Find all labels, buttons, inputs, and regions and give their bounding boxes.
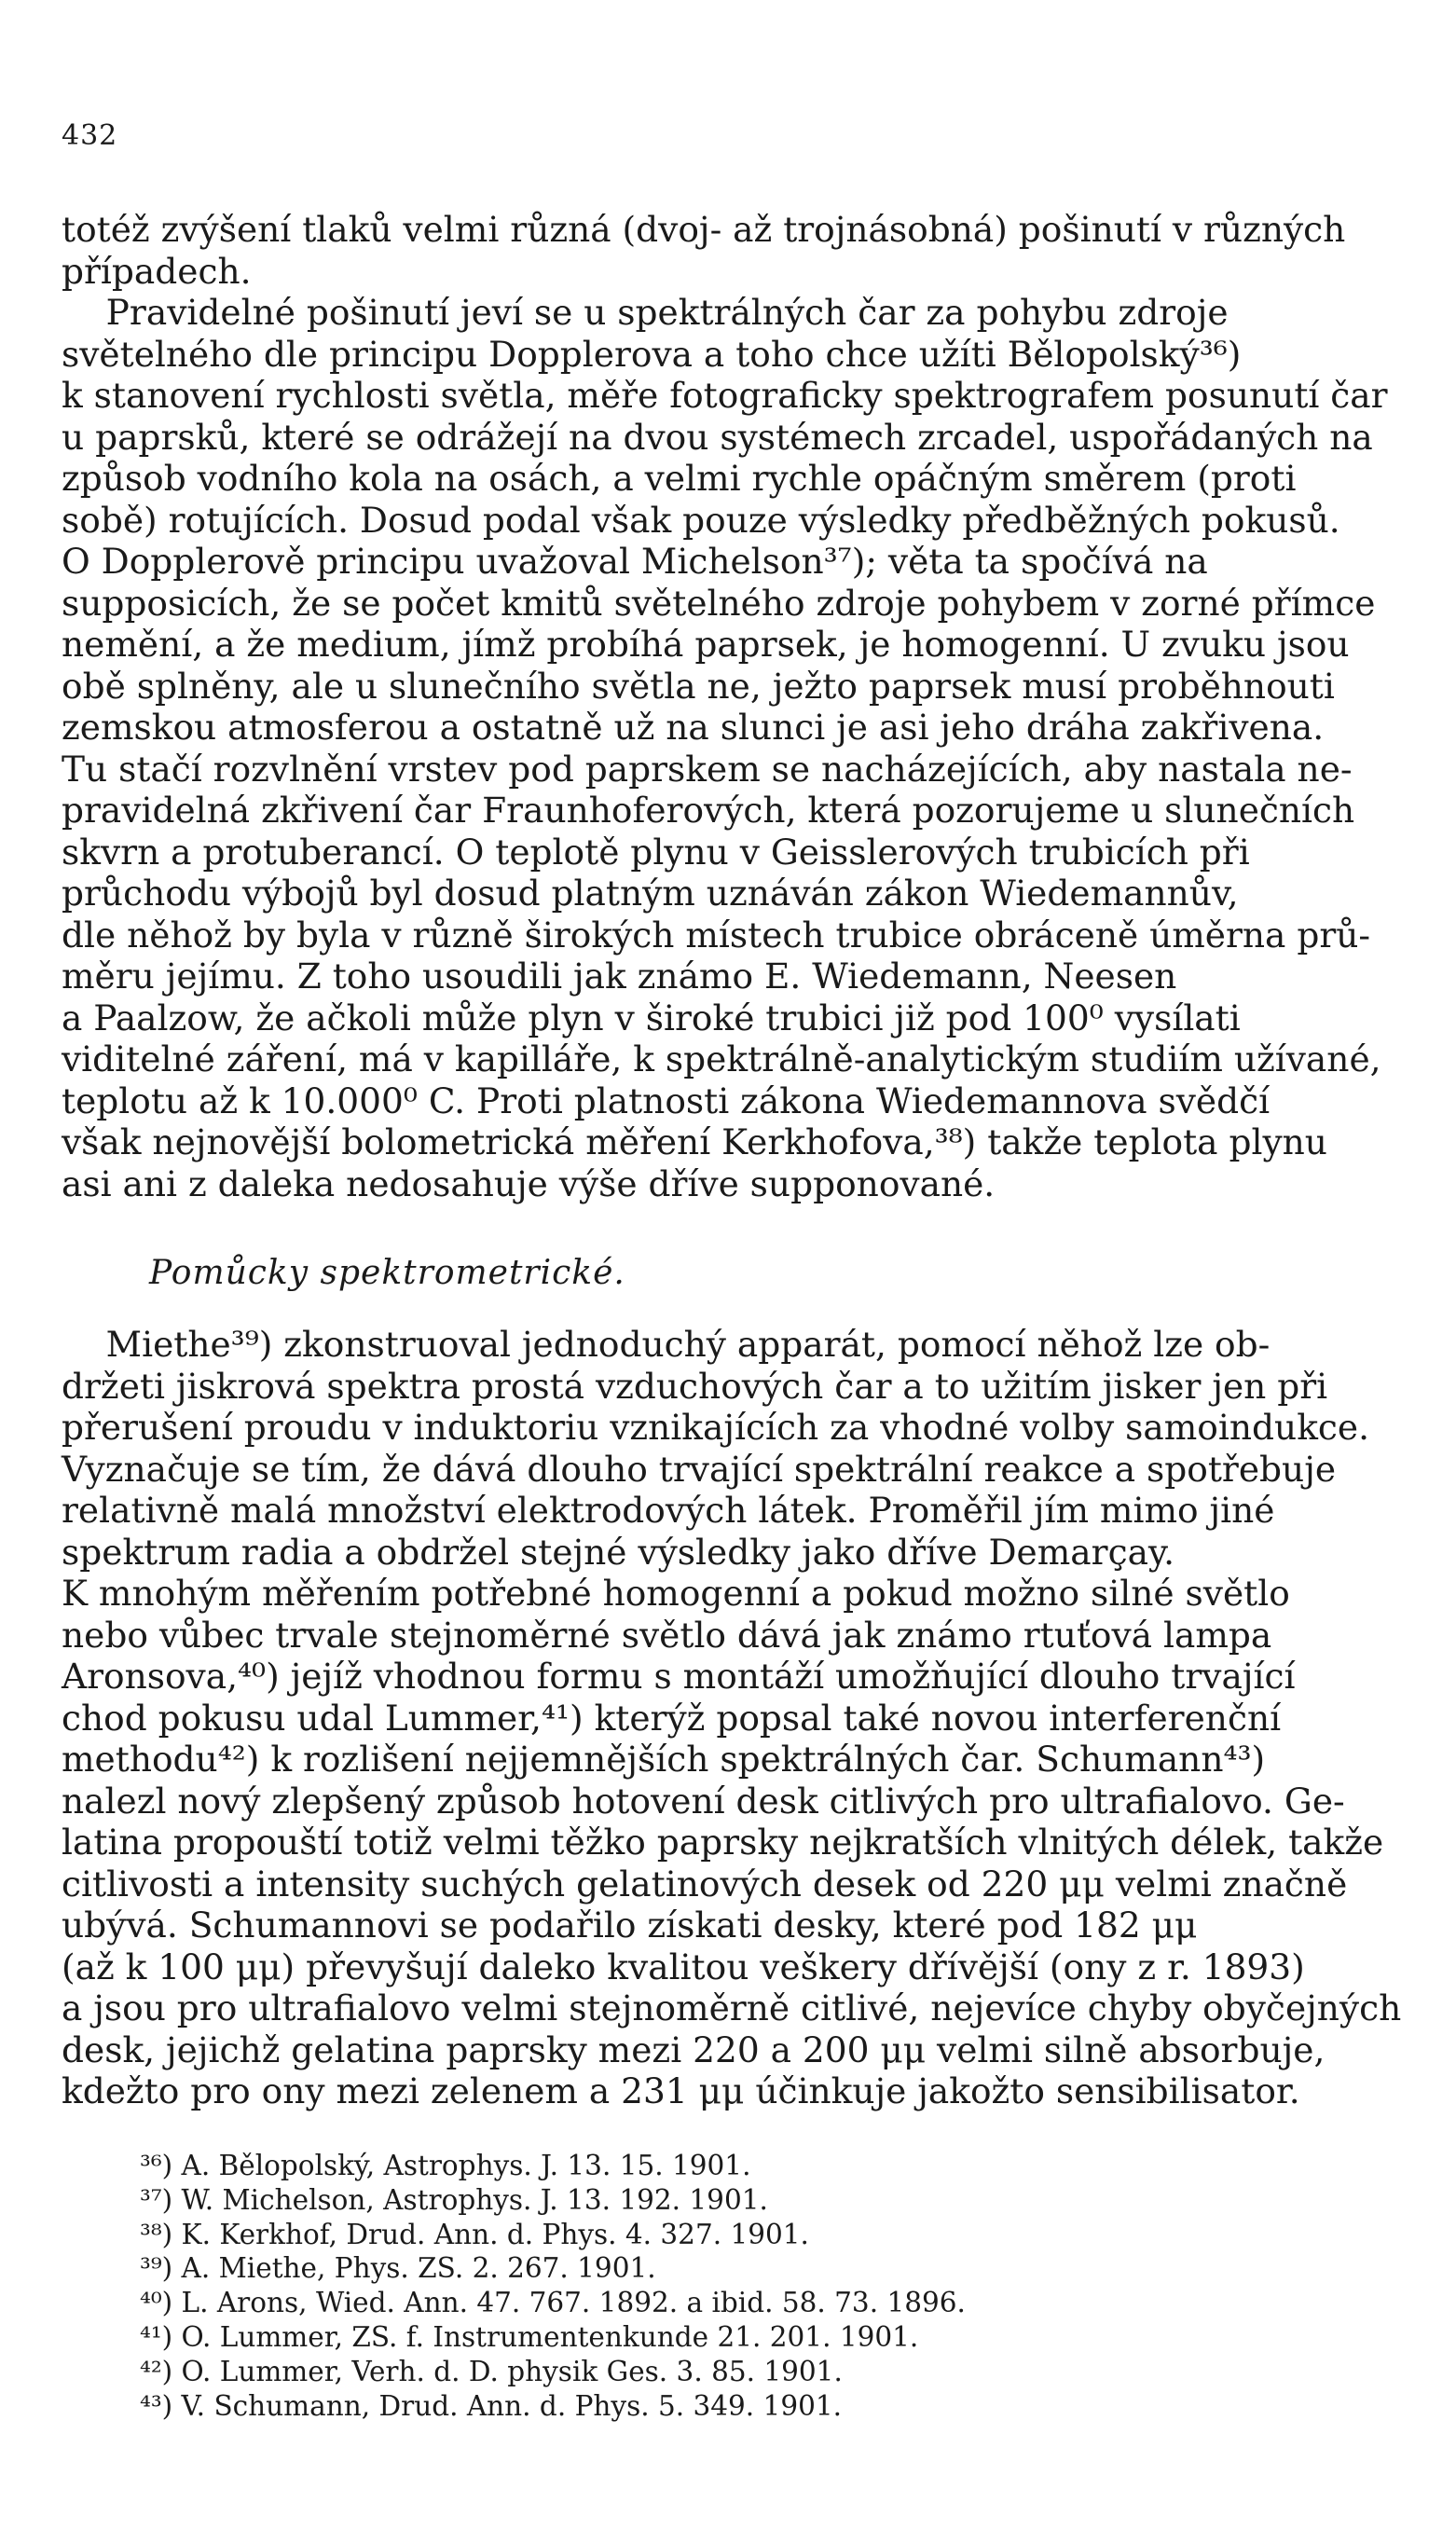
paragraph-instruments	[62, 1324, 1404, 2112]
text-line: Pravidelné pošinutí jeví se u spektrálných čar za pohybu zdroje	[62, 292, 1229, 333]
text-line: (až k 100 μμ) převyšují daleko kvalitou veškery dřívější (ony z r. 1893)	[62, 1946, 1305, 1987]
text-line: spektrum radia a obdržel stejné výsledky jako dříve Demarçay.	[62, 1531, 1175, 1573]
text-line: způsob vodního kola na osách, a velmi rychle opáčným směrem (proti	[62, 458, 1297, 499]
footnote-43: ⁴³) V. Schumann, Drud. Ann. d. Phys. 5. 349. 1901.	[140, 2389, 843, 2422]
text-line: případech.	[62, 250, 252, 292]
paragraph-doppler	[62, 209, 1404, 1204]
text-line: u paprsků, které se odrážejí na dvou systémech zrcadel, uspořádaných na	[62, 416, 1373, 458]
text-line: nemění, a že medium, jímž probíhá paprsek, je homogenní. U zvuku jsou	[62, 624, 1350, 665]
text-line: desk, jejichž gelatina paprsky mezi 220 a 200 μμ velmi silně absorbuje,	[62, 2028, 1326, 2070]
text-line: O Dopplerově principu uvažoval Michelson³⁷); věta ta spočívá na	[62, 541, 1208, 582]
text-line: chod pokusu udal Lummer,⁴¹) kterýž popsal také novou interferenční	[62, 1697, 1282, 1739]
text-line: světelného dle principu Dopplerova a toho chce užíti Bělopolský³⁶)	[62, 333, 1242, 375]
text-line: methodu⁴²) k rozlišení nejjemnějších spektrálných čar. Schumann⁴³)	[62, 1739, 1266, 1780]
text-line: ubývá. Schumannovi se podařilo získati desky, které pod 182 μμ	[62, 1905, 1198, 1946]
text-line: držeti jiskrová spektra prostá vzduchových čar a to užitím jisker jen při	[62, 1365, 1328, 1407]
text-line: teplotu až k 10.000⁰ C. Proti platnosti zákona Wiedemannova svědčí	[62, 1079, 1271, 1121]
text-line: zemskou atmosferou a ostatně už na slunci je asi jeho dráha zakřivena.	[62, 707, 1325, 748]
text-line: skvrn a protuberancí. O teplotě plynu v Geisslerových trubicích při	[62, 831, 1250, 873]
text-line: obě splněny, ale u slunečního světla ne, ježto paprsek musí proběhnouti	[62, 665, 1335, 707]
text-line: pravidelná zkřivení čar Fraunhoferových, která pozorujeme u slunečních	[62, 790, 1355, 831]
text-line: nebo vůbec trvale stejnoměrné světlo dává jak známo rtuťová lampa	[62, 1614, 1272, 1656]
section-heading: Pomůcky spektrometrické.	[149, 1254, 625, 1292]
text-line: kdežto pro ony mezi zelenem a 231 μμ účinkuje jakožto sensibilisator.	[62, 2070, 1300, 2111]
footnote-41: ⁴¹) O. Lummer, ZS. f. Instrumentenkunde 21. 201. 1901.	[140, 2320, 919, 2353]
text-line: viditelné záření, má v kapilláře, k spektrálně-analytickým studiím užívané,	[62, 1038, 1381, 1079]
footnotes	[140, 2149, 1258, 2423]
text-line: Vyznačuje se tím, že dává dlouho trvající spektrální reakce a spotřebuje	[62, 1448, 1337, 1490]
footnote-38: ³⁸) K. Kerkhof, Drud. Ann. d. Phys. 4. 327. 1901.	[140, 2218, 809, 2250]
footnote-36: ³⁶) A. Bělopolský, Astrophys. J. 13. 15. 1901.	[140, 2150, 751, 2181]
text-line: totéž zvýšení tlaků velmi různá (dvoj- až trojnásobná) pošinutí v různých	[62, 209, 1346, 250]
text-line: průchodu výbojů byl dosud platným uznáván zákon Wiedemannův,	[62, 873, 1239, 914]
text-line: citlivosti a intensity suchých gelatinových desek od 220 μμ velmi značně	[62, 1863, 1348, 1905]
text-line: k stanovení rychlosti světla, měře fotograficky spektrografem posunutí čar	[62, 375, 1388, 416]
text-line: K mnohým měřením potřebné homogenní a pokud možno silné světlo	[62, 1573, 1290, 1614]
footnote-40: ⁴⁰) L. Arons, Wied. Ann. 47. 767. 1892. a ibid. 58. 73. 1896.	[140, 2287, 966, 2319]
footnote-39: ³⁹) A. Miethe, Phys. ZS. 2. 267. 1901.	[140, 2252, 656, 2285]
text-line: a jsou pro ultrafialovo velmi stejnoměrně citlivé, nejevíce chyby obyčejných	[62, 1987, 1402, 2028]
text-line: relativně malá množství elektrodových látek. Proměřil jím mimo jiné	[62, 1490, 1275, 1531]
text-line: dle něhož by byla v různě širokých místech trubice obráceně úměrna prů-	[62, 914, 1371, 956]
text-line: Miethe³⁹) zkonstruoval jednoduchý apparát, pomocí něhož lze ob-	[62, 1324, 1271, 1365]
text-line: měru jejímu. Z toho usoudili jak známo E. Wiedemann, Neesen	[62, 956, 1177, 997]
text-line: asi ani z daleka nedosahuje výše dříve supponované.	[62, 1162, 996, 1204]
text-line: sobě) rotujících. Dosud podal však pouze výsledky předběžných pokusů.	[62, 499, 1340, 541]
text-line: a Paalzow, že ačkoli může plyn v široké trubici již pod 100⁰ vysílati	[62, 997, 1241, 1038]
text-line: však nejnovější bolometrická měření Kerkhofova,³⁸) takže teplota plynu	[62, 1121, 1327, 1162]
text-line: latina propouští totiž velmi těžko paprsky nejkratších vlnitých délek, takže	[62, 1822, 1384, 1863]
footnote-37: ³⁷) W. Michelson, Astrophys. J. 13. 192. 1901.	[140, 2183, 768, 2216]
text-line: Tu stačí rozvlnění vrstev pod paprskem se nacházejících, aby nastala ne-	[62, 748, 1353, 790]
text-line: nalezl nový zlepšený způsob hotovení desk citlivých pro ultrafialovo. Ge-	[62, 1780, 1345, 1822]
text-line: supposicích, že se počet kmitů světelného zdroje pohybem v zorné přímce	[62, 582, 1376, 624]
page-number: 432	[62, 119, 118, 152]
text-line: Aronsova,⁴⁰) jejíž vhodnou formu s montáží umožňující dlouho trvající	[62, 1656, 1296, 1697]
text-line: přerušení proudu v induktoriu vznikajících za vhodné volby samoindukce.	[62, 1407, 1370, 1448]
footnote-42: ⁴²) O. Lummer, Verh. d. D. physik Ges. 3. 85. 1901.	[140, 2355, 843, 2387]
